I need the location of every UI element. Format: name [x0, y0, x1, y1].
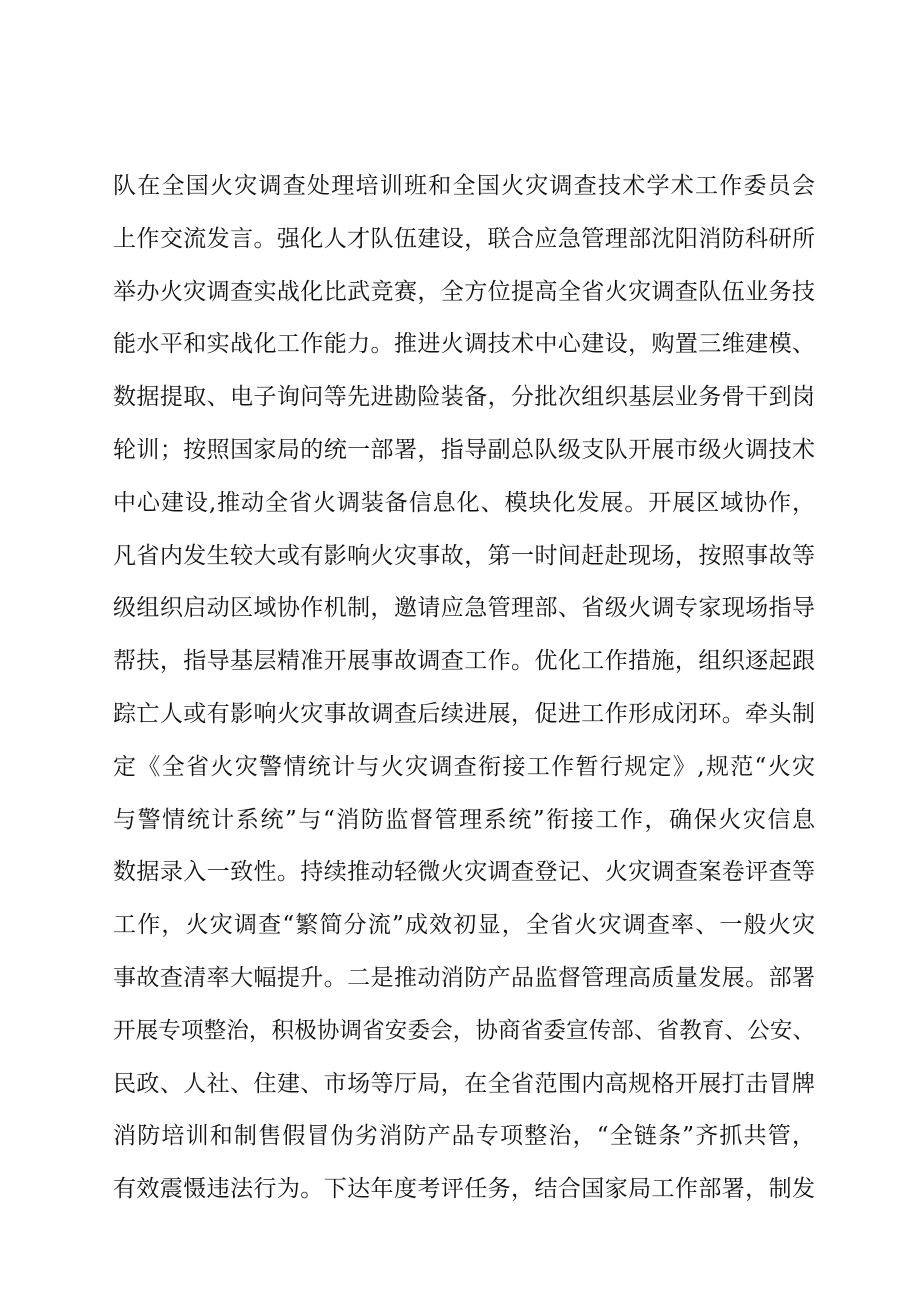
text-line: 帮扶，指导基层精准开展事故调查工作。优化工作措施，组织逐起跟	[113, 648, 815, 675]
text-line: 定《全省火灾警情统计与火灾调查衔接工作暂行规定》,规范“火灾	[113, 753, 815, 780]
text-line: 民政、人社、住建、市场等厅局，在全省范围内高规格开展打击冒牌	[113, 1070, 815, 1097]
text-line: 有效震慑违法行为。下达年度考评任务，结合国家局工作部署，制发	[113, 1176, 815, 1203]
text-line: 能水平和实战化工作能力。推进火调技术中心建设，购置三维建模、	[113, 331, 815, 358]
text-line: 举办火灾调查实战化比武竞赛，全方位提高全省火灾调查队伍业务技	[113, 278, 815, 305]
text-line: 上作交流发言。强化人才队伍建设，联合应急管理部沈阳消防科研所	[113, 225, 815, 252]
text-line: 数据提取、电子询问等先进勘险装备，分批次组织基层业务骨干到岗	[113, 384, 815, 411]
text-line: 与警情统计系统”与“消防监督管理系统”衔接工作，确保火灾信息	[113, 806, 815, 833]
text-line: 轮训；按照国家局的统一部署，指导副总队级支队开展市级火调技术	[113, 436, 815, 463]
text-line: 工作，火灾调查“繁简分流”成效初显，全省火灾调查率、一般火灾	[113, 912, 815, 939]
text-line: 开展专项整治，积极协调省安委会，协商省委宣传部、省教育、公安、	[113, 1017, 815, 1044]
body-text	[113, 160, 815, 1216]
text-line: 踪亡人或有影响火灾事故调查后续进展，促进工作形成闭环。牵头制	[113, 700, 815, 727]
text-line: 队在全国火灾调查处理培训班和全国火灾调查技术学术工作委员会	[113, 173, 815, 199]
text-line: 事故查清率大幅提升。二是推动消防产品监督管理高质量发展。部署	[113, 964, 815, 991]
text-line: 中心建设,推动全省火调装备信息化、模块化发展。开展区域协作，	[113, 489, 815, 516]
text-line: 凡省内发生较大或有影响火灾事故，第一时间赶赴现场，按照事故等	[113, 542, 815, 569]
text-line: 数据录入一致性。持续推动轻微火灾调查登记、火灾调查案卷评查等	[113, 859, 815, 886]
text-line: 消防培训和制售假冒伪劣消防产品专项整治，“全链条”齐抓共管，	[113, 1123, 815, 1150]
text-line: 级组织启动区域协作机制，邀请应急管理部、省级火调专家现场指导	[113, 595, 815, 622]
